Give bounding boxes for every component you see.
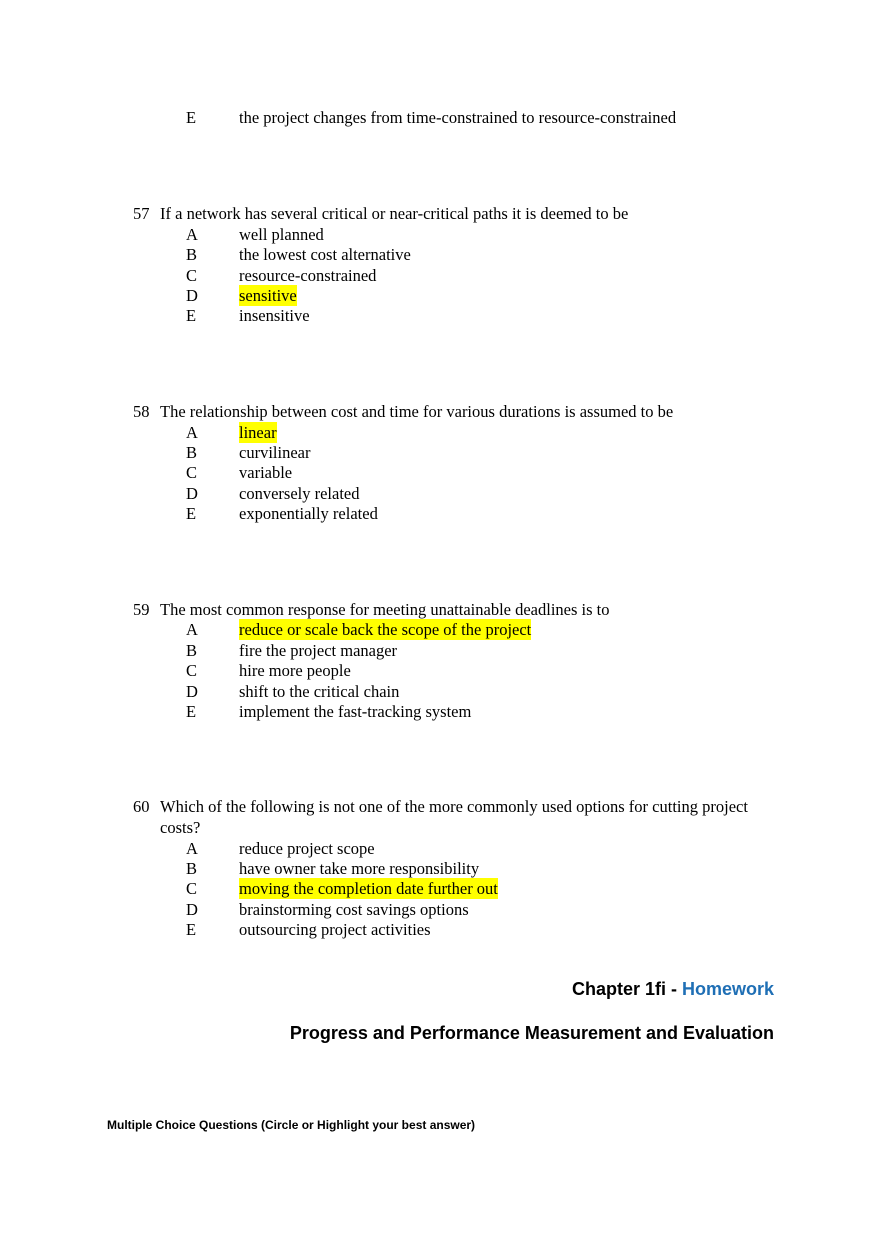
option-letter: D [186, 682, 198, 701]
question-text: The most common response for meeting unattainable deadlines is to [160, 600, 610, 619]
option-text: insensitive [239, 306, 310, 325]
question-number: 59 [133, 600, 150, 619]
option-letter: B [186, 859, 198, 878]
chapter-subtitle: Progress and Performance Measurement and Evaluation [289, 1023, 774, 1043]
option-letter: B [186, 245, 198, 264]
question-text: Which of the following is not one of the more commonly used options for cutting project costs? [160, 797, 748, 837]
option-letter: C [186, 463, 198, 482]
option-text: well planned [239, 225, 324, 244]
option-text: the project changes from time-constrained to resource-constrained [239, 108, 677, 127]
option-text: brainstorming cost savings options [239, 900, 469, 919]
option-letter: E [186, 504, 197, 523]
option-text-highlighted: moving the completion date further out [239, 879, 498, 898]
question-number: 57 [133, 204, 150, 223]
question-text: If a network has several critical or near-critical paths it is deemed to be [160, 204, 629, 223]
option-text: have owner take more responsibility [239, 859, 480, 878]
option-text-highlighted: linear [239, 423, 277, 442]
option-text: conversely related [239, 484, 360, 503]
option-letter: A [186, 839, 198, 858]
option-text: curvilinear [239, 443, 311, 462]
option-text: variable [239, 463, 293, 482]
option-text: resource-constrained [239, 266, 377, 285]
option-text: the lowest cost alternative [239, 245, 411, 264]
question-number: 58 [133, 402, 150, 421]
option-text: reduce project scope [239, 839, 375, 858]
option-text: implement the fast-tracking system [239, 702, 472, 721]
chapter-prefix: Chapter 1fi - [571, 979, 682, 999]
option-letter: D [186, 484, 198, 503]
option-text: hire more people [239, 661, 351, 680]
option-letter: B [186, 443, 198, 462]
option-text: exponentially related [239, 504, 378, 523]
option-text: outsourcing project activities [239, 920, 431, 939]
option-text: fire the project manager [239, 641, 398, 660]
option-text-highlighted: reduce or scale back the scope of the project [239, 620, 532, 639]
chapter-heading [572, 979, 774, 1000]
option-letter: A [186, 620, 198, 639]
option-letter: A [186, 423, 198, 442]
option-letter: C [186, 879, 198, 898]
option-letter: C [186, 661, 198, 680]
option-letter: A [186, 225, 198, 244]
chapter-label: Homework [681, 979, 774, 999]
option-letter: D [186, 286, 198, 305]
option-text: shift to the critical chain [239, 682, 400, 701]
option-letter: D [186, 900, 198, 919]
option-letter: C [186, 266, 198, 285]
option-letter: E [186, 920, 197, 939]
option-letter: B [186, 641, 198, 660]
option-letter: E [186, 702, 197, 721]
option-text-highlighted: sensitive [239, 286, 297, 305]
option-letter: E [186, 306, 197, 325]
question-number: 60 [133, 797, 150, 816]
question-text: The relationship between cost and time for various durations is assumed to be [160, 402, 674, 421]
option-letter: E [186, 108, 197, 127]
instructions: Multiple Choice Questions (Circle or Highlight your best answer) [107, 1118, 476, 1132]
